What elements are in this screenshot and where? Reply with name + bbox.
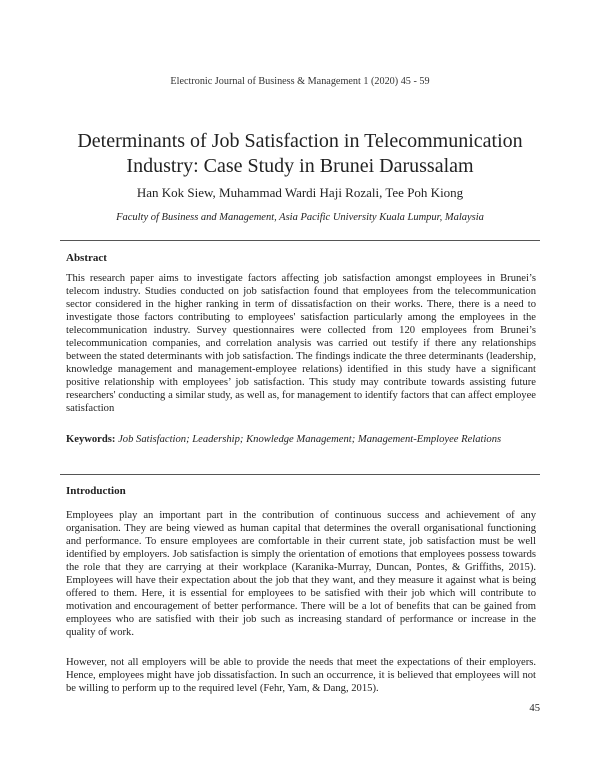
author-list: Han Kok Siew, Muhammad Wardi Haji Rozali, Tee Poh Kiong xyxy=(136,185,464,200)
journal-header: Electronic Journal of Business & Management 1 (2020) 45 - 59 xyxy=(170,76,430,87)
keywords-label: Keywords: xyxy=(66,434,116,445)
keywords xyxy=(66,433,536,446)
author-affiliation: Faculty of Business and Management, Asia Pacific University Kuala Lumpur, Malaysia xyxy=(116,212,484,223)
paper-title-line-1: Determinants of Job Satisfaction in Telecommunication xyxy=(77,130,523,152)
introduction-paragraph-2: However, not all employers will be able to provide the needs that meet the expectations of their employers. Hence, employees might have job dissatisfaction. In such an occurrence, it is believed that employees will not be willing to perform up to the required level (Fehr, Yam, & Dang, 2015). xyxy=(66,657,536,694)
paper-title-line-2: Industry: Case Study in Brunei Darussalam xyxy=(126,155,474,177)
page-number: 45 xyxy=(529,703,540,714)
abstract-top-rule xyxy=(60,240,540,241)
abstract-bottom-rule xyxy=(60,474,540,475)
abstract-text: This research paper aims to investigate factors affecting job satisfaction amongst employees in Brunei’s telecom industry. Studies conducted on job satisfaction found that employees from the telecommunication sector considered in the higher ranking in term of dissatisfaction on their works. There, there is a need to investigate those factors contributing to employees' satisfaction particularly among the employees in the telecommunication industry. Survey questionnaires were collected from 120 employees from Brunei’s telecommunication companies, and correlation analysis was carried out testify if there any relationships between the stated determinants with job satisfaction. The findings indicate the three determinants (leadership, knowledge management and management-employee relations) identified in this study have a significant positive relationship with employees’ job satisfaction. This study may contribute towards assisting future researchers' conducting a similar study, as well as, for management to identify factors that can affect employee satisfaction xyxy=(66,273,536,414)
abstract-heading: Abstract xyxy=(66,252,107,264)
paper-title xyxy=(40,129,560,179)
keywords-list: Job Satisfaction; Leadership; Knowledge Management; Management-Employee Relations xyxy=(118,434,502,445)
introduction-paragraph-1: Employees play an important part in the contribution of continuous success and achievement of any organisation. They are being viewed as human capital that determines the overall organisational functioning and performance. To ensure employees are comfortable in their current state, job satisfaction must be well identified by employers. Job satisfaction is simply the orientation of emotions that employees possess towards the role that they are carrying at their workplace (Karanika-Murray, Duncan, Pontes, & Griffiths, 2015). Employees will have their expectation about the job that they want, and they measure it against what is being offered to them. Here, it is essential for employees to be satisfied with their job which will contribute to motivation and encouragement of better performance. There will be a lot of benefits that can be gained from employees who are satisfied with their job such as increasing standard of performance or increase in the quality of work. xyxy=(66,510,536,638)
introduction-heading: Introduction xyxy=(66,485,126,497)
